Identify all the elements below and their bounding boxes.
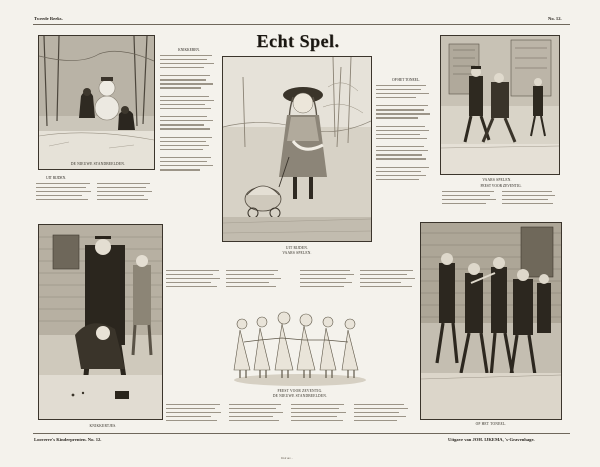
caption-girl: UIT RIJDEN. xyxy=(285,246,309,250)
poem-op-het-toneel-2 xyxy=(300,268,418,304)
caption-vaars-spelen: VAARS SPELEN. xyxy=(282,251,312,255)
caption-dancers: FEEST VOOR ZEVENTIG. xyxy=(277,389,323,393)
poem-heading: FEEST VOOR ZEVENTIG. xyxy=(480,184,522,188)
caption-fight: OP HET TONEEL. xyxy=(475,422,507,426)
illustration-snowman xyxy=(38,35,155,170)
series-label: Tweede Reeks. xyxy=(34,16,63,21)
bottom-rule xyxy=(33,433,570,434)
poem-heading: KNIKKEREN. xyxy=(178,48,200,52)
issue-number: No. 12. xyxy=(548,16,562,21)
poem-feest xyxy=(442,184,560,220)
top-rule xyxy=(33,24,570,25)
footer-publisher: Uitgave van JOH. IJKEMA, 's-Gravenhage. xyxy=(448,437,535,442)
caption-marbles: KNIKKERTJES. xyxy=(89,424,117,428)
poem-uit-rijden xyxy=(36,176,156,212)
poem-heading: OP HET TONEEL. xyxy=(392,78,420,82)
poem-knikkeren xyxy=(160,48,218,194)
poem-heading: UIT RIJDEN. xyxy=(46,176,67,180)
illustration-fight xyxy=(420,222,562,420)
caption-snowman: DE NIEUWE STANDBEELDEN. xyxy=(70,162,126,166)
caption-boys-top: VAARS SPELEN. xyxy=(482,178,512,182)
printer-note: Druk van ... xyxy=(281,457,294,460)
footer-publication: Looverre's Kinderprenten. No. 12. xyxy=(34,437,102,442)
poem-standbeelden xyxy=(166,402,416,430)
page-title: Echt Spel. xyxy=(256,31,340,51)
illustration-dancing-children xyxy=(230,300,370,388)
illustration-marbles xyxy=(38,224,163,420)
caption-standbeelden: DE NIEUWE STANDBEELDEN. xyxy=(272,394,328,398)
poem-knikkeren-2 xyxy=(166,268,284,304)
poem-op-het-toneel xyxy=(376,78,436,218)
illustration-boys-running xyxy=(440,35,560,175)
illustration-girl-carriage xyxy=(222,56,372,242)
